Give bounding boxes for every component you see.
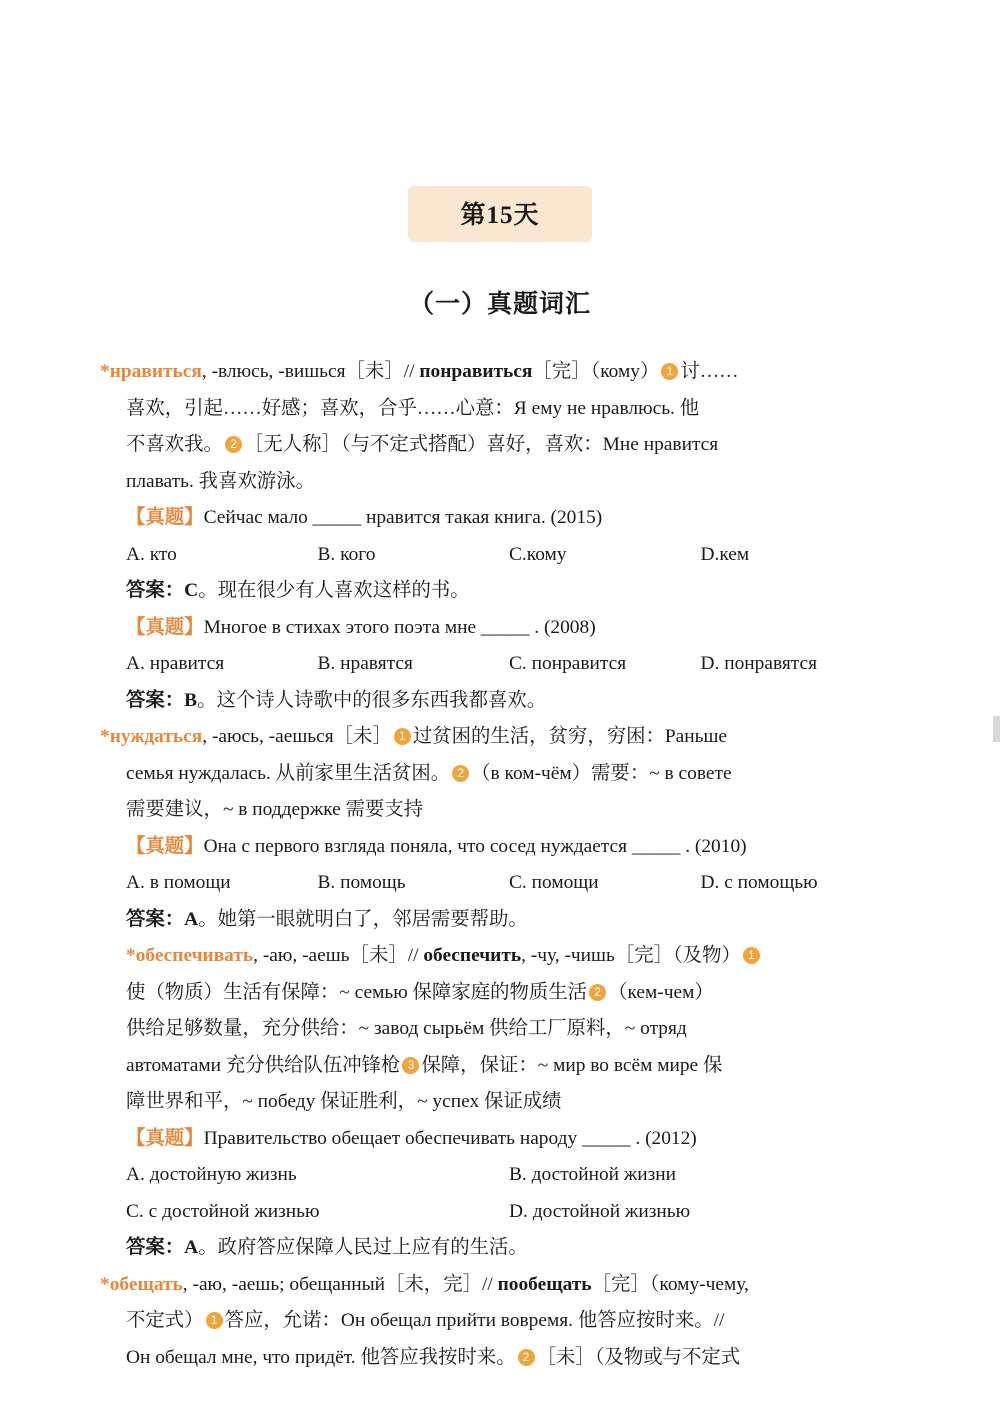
answer-translation: 。她第一眼就明白了，邻居需要帮助。 [198, 908, 528, 930]
option-a: A. достойную жизнь [126, 1164, 297, 1185]
asterisk-marker: * [100, 726, 110, 747]
exam-question [100, 500, 892, 537]
entry-text: 使（物质）生活有保障：~ семью 保障家庭的物质生活 [126, 981, 588, 1003]
answer-translation: 。政府答应保障人民过上应有的生活。 [198, 1237, 528, 1258]
answer-key: A [184, 908, 199, 930]
entry-headword-line [100, 354, 892, 391]
dictionary-entry-obeshchat [100, 1267, 892, 1377]
entry-grammar-2: ［完］（кому-чему, [591, 1273, 749, 1295]
exam-label: 【真题】 [126, 507, 204, 528]
sense-number-icon: 2 [452, 765, 469, 782]
entry-text: ［未］（及物或与不定式 [536, 1346, 741, 1368]
option-d: D. достойной жизнью [509, 1200, 691, 1222]
exam-question [100, 829, 892, 866]
entry-text: 答应，允诺：Он обещал прийти вовремя. 他答应按时来。// [224, 1310, 725, 1331]
asterisk-marker: * [126, 945, 136, 966]
exam-answer [100, 683, 892, 720]
option-b: B. кого [317, 543, 376, 565]
entry-text: ［无人称］（与不定式搭配）喜好，喜欢：Мне нравится [243, 434, 719, 455]
entry-headword: обещать [109, 1273, 183, 1295]
exam-options [100, 1157, 892, 1194]
entry-text: 不喜欢我。 [126, 434, 223, 455]
exam-answer [100, 573, 892, 610]
exam-answer [100, 1230, 892, 1267]
day-banner: 第15天 [408, 186, 591, 242]
entry-line [100, 427, 892, 464]
exam-question [100, 1121, 892, 1158]
day-banner-container [0, 186, 1000, 242]
asterisk-marker: * [100, 361, 110, 382]
exam-question-text: Многое в стихах этого поэта мне _____ . (2008) [203, 616, 596, 638]
entry-perfective: пообещать [497, 1273, 592, 1295]
answer-label: 答案： [126, 689, 185, 711]
option-a: A. кто [126, 543, 177, 565]
entry-text: 保障，保证：~ мир во всём мире 保 [421, 1054, 723, 1076]
answer-key: C [184, 580, 199, 601]
entry-line: 供给足够数量，充分供给：~ завод сырьём 供给工厂原料，~ отряд [126, 1018, 687, 1039]
option-c: C. с достойной жизнью [126, 1200, 320, 1222]
entry-line [100, 1048, 892, 1085]
answer-key: B [184, 689, 198, 711]
entry-line: плавать. 我喜欢游泳。 [126, 470, 316, 492]
entry-headword: обеспечивать [135, 945, 254, 966]
exam-options [100, 537, 892, 574]
entry-headword-line [100, 719, 892, 756]
entry-line [100, 1303, 892, 1340]
entry-line: 障世界和平，~ победу 保证胜利，~ успех 保证成绩 [126, 1091, 562, 1112]
entry-text: автоматами 充分供给队伍冲锋枪 [126, 1054, 401, 1076]
option-a: A. нравится [126, 653, 225, 674]
answer-label: 答案： [126, 908, 185, 930]
sense-number-icon: 2 [589, 984, 606, 1001]
exam-question [100, 610, 892, 647]
option-d: D. с помощью [700, 872, 818, 893]
sense-number-icon: 1 [394, 728, 411, 745]
entry-grammar: , -аю, -аешь［未］// [253, 945, 424, 966]
entry-line: 喜欢，引起……好感；喜欢，合乎……心意：Я ему не нравлюсь. 他 [126, 397, 700, 419]
section-title: （一）真题词汇 [408, 291, 591, 318]
sense-number-icon: 2 [225, 436, 242, 453]
exam-answer [100, 902, 892, 939]
entry-sense-1-start: 讨…… [680, 361, 739, 382]
answer-translation: 。这个诗人诗歌中的很多东西我都喜欢。 [197, 689, 547, 711]
entry-line [100, 975, 892, 1012]
entry-line [100, 756, 892, 793]
exam-question-text: Сейчас мало _____ нравится такая книга. (2015) [203, 507, 603, 528]
exam-options [100, 646, 892, 683]
sense-number-icon: 1 [743, 947, 760, 964]
dictionary-entry-nuzhdatsya [100, 719, 892, 938]
answer-label: 答案： [126, 580, 185, 601]
exam-options [100, 1194, 892, 1231]
entry-grammar-2: , -чу, -чишь［完］（及物） [521, 945, 741, 966]
entry-line: 需要建议，~ в поддержке 需要支持 [126, 799, 424, 820]
exam-options [100, 865, 892, 902]
sense-number-icon: 1 [206, 1312, 223, 1329]
entry-headword: нравиться [109, 361, 202, 382]
dictionary-entry-nravitsya [100, 354, 892, 719]
option-c: C.кому [509, 543, 567, 565]
entry-grammar: , -влюсь, -вишься［未］// [201, 361, 420, 382]
exam-label: 【真题】 [126, 835, 204, 857]
entry-grammar-2: ［完］（кому） [532, 361, 660, 382]
entry-text: семья нуждалась. 从前家里生活贫困。 [126, 762, 451, 784]
sense-number-icon: 1 [661, 363, 678, 380]
content-body [100, 354, 892, 1376]
entry-text: Он обещал мне, что придёт. 他答应我按时来。 [126, 1346, 516, 1368]
entry-text: （кем-чем） [608, 981, 714, 1003]
entry-text: （в ком-чём）需要：~ в совете [471, 762, 732, 784]
entry-perfective: понравиться [419, 361, 533, 382]
option-b: B. нравятся [317, 653, 413, 674]
sense-number-icon: 3 [402, 1057, 419, 1074]
exam-label: 【真题】 [126, 1127, 204, 1149]
option-b: B. достойной жизни [509, 1164, 677, 1185]
entry-grammar: , -аю, -аешь; обещанный［未，完］// [182, 1273, 498, 1295]
entry-grammar: , -аюсь, -аешься［未］ [202, 726, 392, 747]
entry-sense-1-start: 过贫困的生活，贫穷，穷困：Раньше [412, 726, 728, 747]
entry-line [100, 1340, 892, 1377]
option-c: C. понравится [509, 653, 627, 674]
entry-perfective: обеспечить [423, 945, 522, 966]
exam-label: 【真题】 [126, 616, 204, 638]
entry-text: 不定式） [126, 1310, 204, 1331]
answer-translation: 。现在很少有人喜欢这样的书。 [198, 580, 470, 601]
entry-headword-line [100, 1267, 892, 1304]
option-b: B. помощь [317, 872, 406, 893]
dictionary-entry-obespechivat [100, 938, 892, 1267]
entry-headword: нуждаться [109, 726, 203, 747]
page-edge-marker [993, 716, 1000, 742]
option-c: C. помощи [509, 872, 599, 893]
exam-question-text: Она с первого взгляда поняла, что сосед нуждается _____ . (2010) [203, 835, 747, 857]
exam-question-text: Правительство обещает обеспечивать народу _____ . (2012) [203, 1127, 697, 1149]
sense-number-icon: 2 [518, 1349, 535, 1366]
entry-headword-line [100, 938, 892, 975]
answer-key: A [184, 1237, 199, 1258]
option-d: D. понравятся [700, 653, 818, 674]
answer-label: 答案： [126, 1237, 185, 1258]
option-a: A. в помощи [126, 872, 231, 893]
option-d: D.кем [700, 543, 750, 565]
asterisk-marker: * [100, 1273, 110, 1295]
